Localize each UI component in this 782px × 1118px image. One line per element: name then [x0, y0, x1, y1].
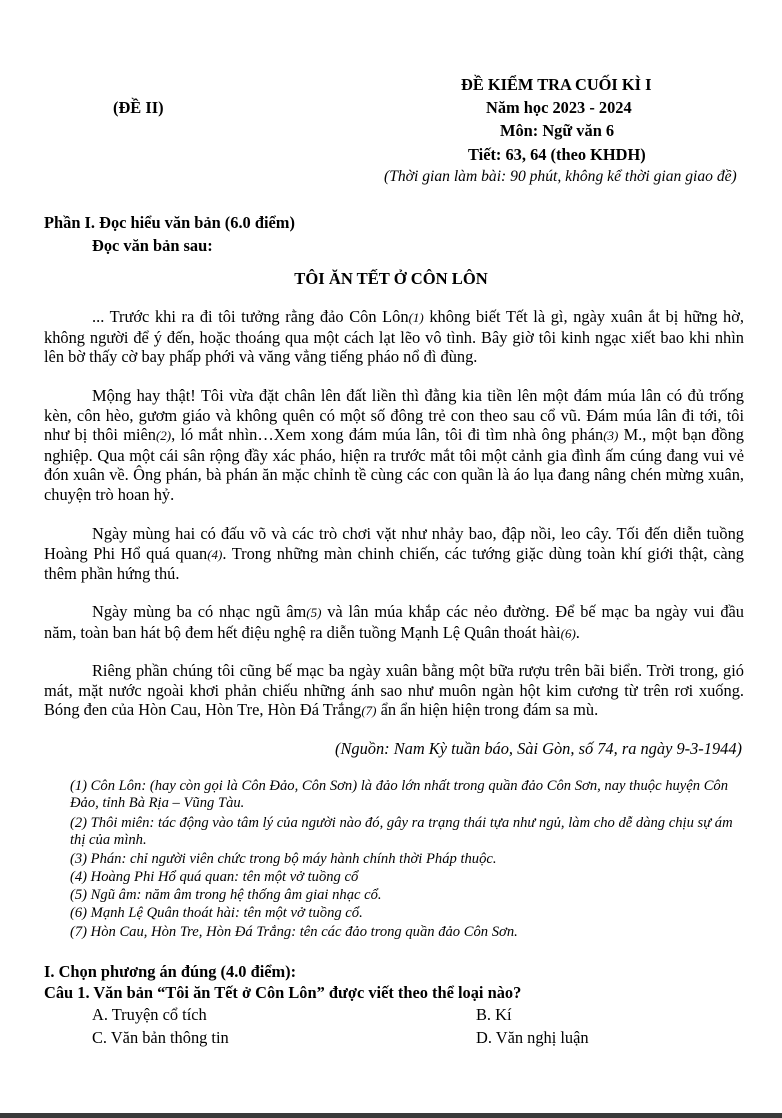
time-note: (Thời gian làm bài: 90 phút, không kể thời gian giao đề): [384, 168, 737, 185]
footnote-ref-4: (4): [207, 546, 223, 562]
question-1-option-b[interactable]: B. Kí: [476, 1005, 512, 1024]
question-1-option-d[interactable]: D. Văn nghị luận: [476, 1028, 589, 1047]
question-1-stem: Câu 1. Văn bản “Tôi ăn Tết ở Côn Lôn” được viết theo thể loại nào?: [44, 983, 522, 1002]
school-year: Năm học 2023 - 2024: [486, 98, 632, 117]
exam-code: (ĐỀ II): [113, 98, 164, 117]
footnote-6: (6) Mạnh Lệ Quân thoát hài: tên một vở tuồng cổ.: [70, 905, 363, 921]
footnote-ref-6: (6): [560, 625, 576, 641]
footnote-7: (7) Hòn Cau, Hòn Tre, Hòn Đá Trắng: tên các đảo trong quần đảo Côn Sơn.: [70, 924, 518, 940]
passage-paragraph-3: Ngày mùng hai có đấu võ và các trò chơi vặt như nhảy bao, đập nồi, leo cây. Tối đến diễn tuồng Hoàng Phi Hổ quá quan(4). Trong những màn chinh chiến, các tướng giặc dùng toàn khí giới thật, càng thêm phần hứng thú.: [44, 524, 744, 583]
subject: Môn: Ngữ văn 6: [500, 121, 615, 140]
footnote-5: (5) Ngũ âm: năm âm trong hệ thống âm giai nhạc cổ.: [70, 887, 382, 903]
footnote-ref-5: (5): [306, 605, 322, 620]
question-1-option-a[interactable]: A. Truyện cổ tích: [92, 1005, 207, 1024]
section-title: Phần I. Đọc hiểu văn bản (6.0 điểm): [44, 213, 295, 232]
passage-title: TÔI ĂN TẾT Ở CÔN LÔN: [294, 269, 488, 288]
footnote-1: (1) Côn Lôn: (hay còn gọi là Côn Đảo, Côn Sơn) là đảo lớn nhất trong quần đảo Côn Sơn, nay thuộc huyện Côn Đảo, tỉnh Bà Rịa – Vũng Tàu.: [70, 778, 729, 811]
section-instruction: Đọc văn bản sau:: [92, 236, 213, 255]
page-bottom-border: [0, 1113, 782, 1118]
footnote-ref-7: (7): [361, 703, 377, 718]
passage-source: (Nguồn: Nam Kỳ tuần báo, Sài Gòn, số 74, ra ngày 9-3-1944): [334, 739, 742, 758]
footnote-4: (4) Hoàng Phi Hổ quá quan: tên một vở tuồng cổ: [70, 869, 359, 885]
passage-paragraph-5: Riêng phần chúng tôi cũng bế mạc ba ngày xuân bằng một bữa rượu trên bãi biển. Trời trong, gió mát, mặt nước ngoài khơi phản chiếu những ánh sao như muôn ngàn hột kim cương từ trên rơi xuống. Bóng đen của Hòn Cau, Hòn Tre, Hòn Đá Trắng(7) ẩn ẩn hiện hiện trong đám sa mù.: [44, 661, 744, 719]
passage-paragraph-2: Mộng hay thật! Tôi vừa đặt chân lên đất liền thì đằng kia tiền lên một đám múa lân có đủ trống kèn, côn hèo, gươm giáo và không quên có một số đông trẻ con theo sau cổ vũ. Đám múa lân đi tới, tôi như bị thôi miên(2), ló mắt nhìn…Xem xong đám múa lân, tôi đi tìm nhà ông phán(3) M., một bạn đồng nghiệp. Qua một cái sân rộng đầy xác pháo, hiện ra trước mắt tôi một cảnh gia đình ấm cúng đang vui vẻ đón xuân về. Ông phán, bà phán ăn mặc chỉnh tề cùng các con quần là áo lụa đang nâng chén mừng xuân, chuyện trò hoan hỷ.: [44, 386, 744, 504]
passage-paragraph-1: ... Trước khi ra đi tôi tưởng rằng đảo Côn Lôn(1) không biết Tết là gì, ngày xuân ắt bị hững hờ, không người để ý đến, hoặc thoáng qua một cách lạt lẽo vô tình. Bây giờ tôi kinh ngạc xiết bao khi nhìn lên bờ thấy cờ bay phấp phới và văng vẳng tiếng pháo nổ đì đùng.: [44, 307, 744, 366]
exam-title: ĐỀ KIỂM TRA CUỐI KÌ I: [461, 75, 652, 94]
periods: Tiết: 63, 64 (theo KHDH): [468, 145, 646, 164]
footnote-ref-1: (1): [408, 310, 424, 325]
footnote-ref-3: (3): [603, 428, 619, 443]
passage-paragraph-4: Ngày mùng ba có nhạc ngũ âm(5) và lân múa khắp các nẻo đường. Để bế mạc ba ngày vui đầu năm, toàn ban hát bộ đem hết điệu nghệ ra diễn tuồng Mạnh Lệ Quân thoát hài(6).: [44, 602, 744, 642]
footnote-ref-2: (2): [155, 428, 172, 443]
mc-section-title: I. Chọn phương án đúng (4.0 điểm):: [44, 962, 297, 981]
footnote-2: (2) Thôi miên: tác động vào tâm lý của người nào đó, gây ra trạng thái tựa như ngủ, làm cho dễ dàng chịu sự ám thị của mình.: [70, 815, 733, 848]
question-1-option-c[interactable]: C. Văn bản thông tin: [92, 1028, 229, 1047]
footnote-3: (3) Phán: chỉ người viên chức trong bộ máy hành chính thời Pháp thuộc.: [70, 851, 497, 867]
